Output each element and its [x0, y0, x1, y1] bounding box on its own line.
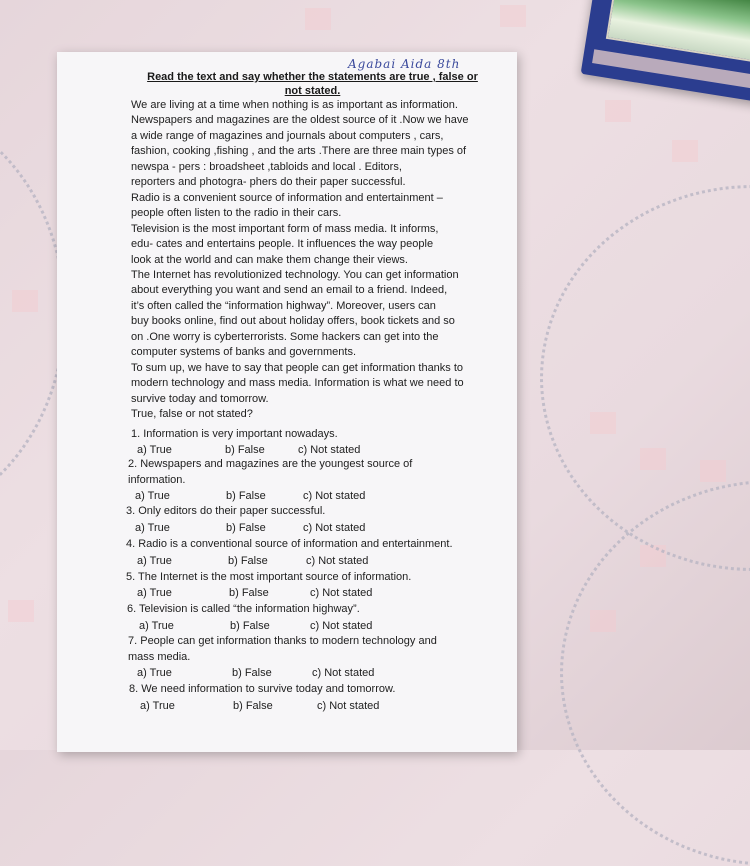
passage-line: about everything you want and send an email to a friend. Indeed,	[131, 284, 448, 297]
passage-line: computer systems of banks and governments.	[131, 346, 356, 359]
worksheet-title: Read the text and say whether the statements are true , false or not stated.	[147, 71, 478, 97]
answer-option-a: a) True	[137, 555, 172, 567]
background-pattern-square	[305, 8, 331, 30]
answer-option-b: b) False	[233, 700, 273, 712]
passage-line: Television is the most important form of mass media. It informs,	[131, 222, 439, 235]
background-pattern-square	[605, 100, 631, 122]
question-text: 1. Information is very important nowadays.	[131, 428, 338, 440]
question-text: 6. Television is called “the information highway”.	[127, 603, 360, 615]
passage-line: on .One worry is cyberterrorists. Some hackers can get into the	[131, 330, 439, 343]
question-text: 7. People can get information thanks to modern technology and	[128, 635, 437, 647]
answer-option-b: b) False	[229, 587, 269, 599]
passage-line: edu- cates and entertains people. It influences the way people	[131, 238, 434, 251]
answer-option-a: a) True	[135, 522, 170, 534]
answer-option-b: b) False	[225, 444, 265, 456]
passage-line: To sum up, we have to say that people can get information thanks to	[131, 361, 464, 374]
question-text: 3. Only editors do their paper successful.	[126, 505, 326, 517]
passage-line: people often listen to the radio in their cars.	[131, 207, 342, 220]
answer-option-b: b) False	[226, 490, 266, 502]
answer-option-c: c) Not stated	[303, 490, 366, 502]
question-text: 5. The Internet is the most important source of information.	[126, 571, 412, 583]
answer-option-a: a) True	[139, 620, 174, 632]
answer-option-a: a) True	[140, 700, 175, 712]
passage-line: buy books online, find out about holiday offers, book tickets and so	[131, 315, 455, 328]
passage-line: True, false or not stated?	[131, 408, 253, 420]
handwritten-name: Agabai Aida 8th	[348, 57, 461, 71]
passage-line: a wide range of magazines and journals about computers , cars,	[131, 129, 444, 142]
answer-option-a: a) True	[137, 667, 172, 679]
passage-line: survive today and tomorrow.	[131, 392, 269, 405]
answer-option-b: b) False	[228, 555, 268, 567]
passage-line: newspa - pers : broadsheet ,tabloids and local . Editors,	[131, 160, 402, 173]
question-text: 8. We need information to survive today and tomorrow.	[129, 683, 396, 695]
answer-option-c: c) Not stated	[310, 620, 373, 632]
answer-option-a: a) True	[135, 490, 170, 502]
background-pattern-square	[672, 140, 698, 162]
answer-option-c: c) Not stated	[310, 587, 373, 599]
answer-option-b: b) False	[226, 522, 266, 534]
answer-option-c: c) Not stated	[317, 700, 380, 712]
background-pattern-square	[500, 5, 526, 27]
question-text: information.	[128, 474, 186, 486]
answer-option-b: b) False	[232, 667, 272, 679]
background-pattern-square	[8, 600, 34, 622]
passage-line: modern technology and mass media. Information is what we need to	[131, 377, 464, 390]
answer-option-c: c) Not stated	[312, 667, 375, 679]
passage-line: The Internet has revolutionized technology. You can get information	[131, 268, 459, 281]
passage-line: fashion, cooking ,fishing , and the arts .There are three main types of	[131, 145, 467, 158]
passage-line: look at the world and can make them change their views.	[131, 253, 408, 266]
passage-line: Radio is a convenient source of information and entertainment –	[131, 191, 443, 204]
question-text: 2. Newspapers and magazines are the youngest source of	[128, 458, 413, 470]
answer-option-a: a) True	[137, 444, 172, 456]
passage-line: Newspapers and magazines are the oldest source of it .Now we have	[131, 114, 469, 127]
passage-line: We are living at a time when nothing is as important as information.	[131, 99, 458, 111]
question-text: mass media.	[128, 651, 191, 663]
sparkle-arc-decoration	[560, 480, 750, 866]
passage-line: it’s often called the “information highway”. Moreover, users can	[131, 299, 436, 312]
question-text: 4. Radio is a conventional source of information and entertainment.	[126, 538, 453, 550]
answer-option-c: c) Not stated	[306, 555, 369, 567]
answer-option-a: a) True	[137, 587, 172, 599]
answer-option-b: b) False	[230, 620, 270, 632]
answer-option-c: c) Not stated	[303, 522, 366, 534]
passage-line: reporters and photogra- phers do their paper successful.	[131, 176, 406, 189]
answer-option-c: c) Not stated	[298, 444, 361, 456]
